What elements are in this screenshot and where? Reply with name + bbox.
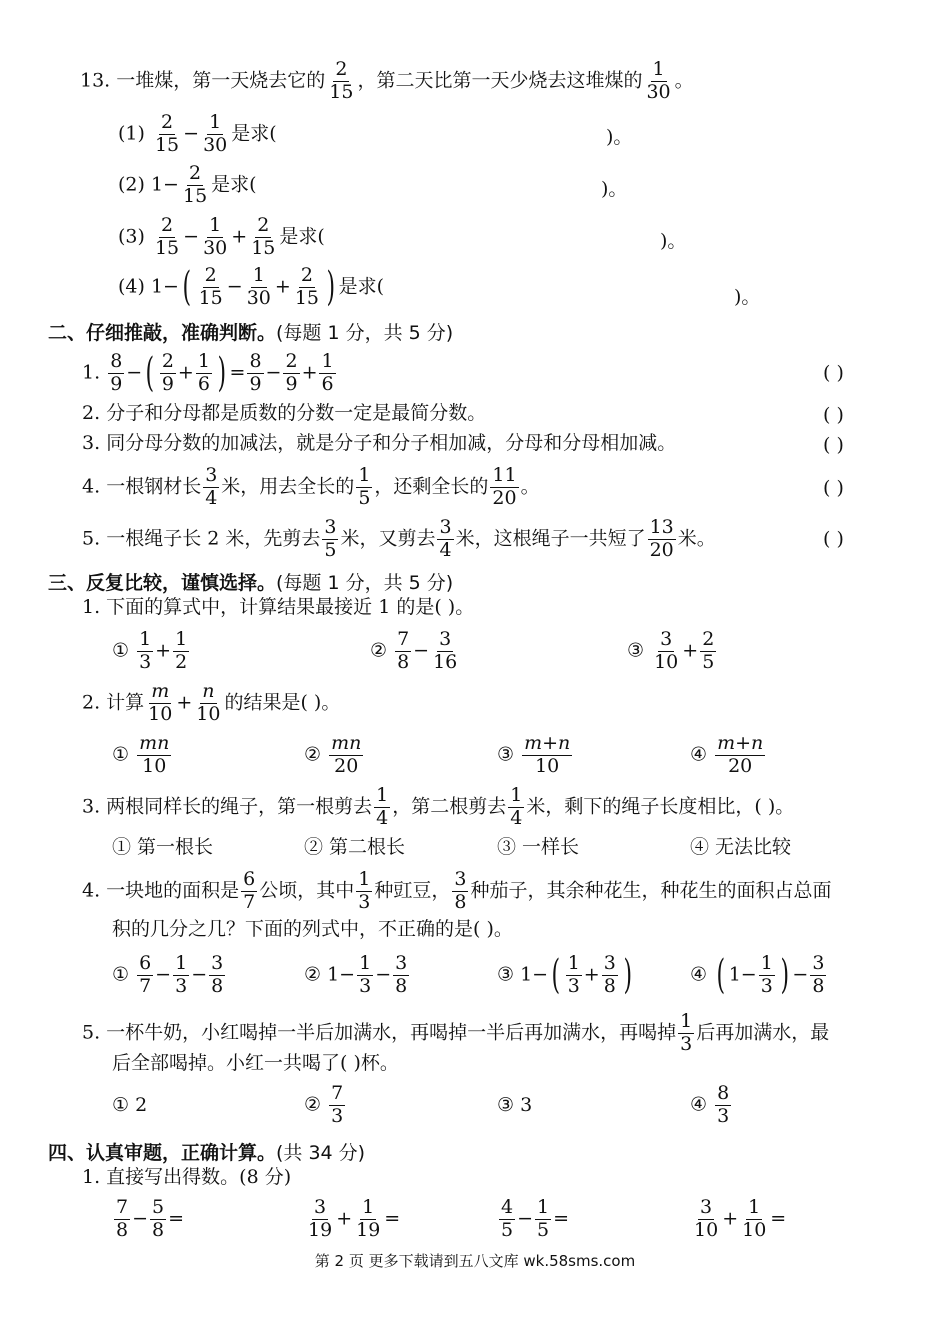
s3-q4-opt2[interactable]: ② 1− $\frac{1}{3}$ − $\frac{3}{8}$ — [304, 952, 408, 997]
q13-sub-1: (1) $\frac{2}{15}$ − $\frac{1}{30}$ 是求( — [118, 111, 277, 156]
q13-sub-4-blank-close: )。 — [734, 286, 761, 308]
s4-calc-3[interactable]: $\frac{4}{5}$ − $\frac{1}{5}$ = — [501, 1196, 570, 1241]
s3-q5-stem-1: 5. 一杯牛奶，小红喝掉一半后加满水，再喝掉一半后再加满水，再喝掉 $\frac{1}{3}$ 后再加满水，最 — [82, 1010, 830, 1055]
s2-item-1: 1. $\frac{8}{9}$ −( $\frac{2}{9}$ + $\frac{1}{6}$ ) = $\frac{8}{9}$ − $\frac{2}{9}$ + $\frac{1}{6}$ — [82, 350, 334, 397]
s2-item-2: 2. 分子和分母都是质数的分数一定是最简分数。 — [82, 402, 487, 424]
q13-sub-1-blank-close: )。 — [606, 126, 633, 148]
s3-q5-opt2[interactable]: ② $\frac{7}{3}$ — [304, 1082, 344, 1127]
q13-stem: 13. 一堆煤，第一天烧去它的 $\frac{2}{15}$ ，第二天比第一天少烧去这堆煤的 $\frac{1}{30}$ 。 — [80, 58, 694, 103]
section-2-title: 二、仔细推敲，准确判断。(每题 1 分，共 5 分) — [48, 322, 454, 344]
q13-sub-3: (3) $\frac{2}{15}$ − $\frac{1}{30}$ + $\frac{2}{15}$ 是求( — [118, 214, 325, 259]
s2-item-2-answer[interactable]: ( ) — [823, 404, 844, 426]
s3-q3-opt1[interactable]: ① 第一根长 — [112, 836, 214, 858]
s2-item-3-answer[interactable]: ( ) — [823, 434, 844, 456]
s3-q4-stem-1: 4. 一块地的面积是 $\frac{6}{7}$ 公顷，其中 $\frac{1}{3}$ 种豇豆， $\frac{3}{8}$ 种茄子，其余种花生，种花生的面积占总面 — [82, 868, 832, 913]
s4-calc-4[interactable]: $\frac{3}{10}$ + $\frac{1}{10}$ = — [694, 1196, 787, 1241]
s3-q3-opt4[interactable]: ④ 无法比较 — [690, 836, 792, 858]
s2-item-4: 4. 一根钢材长 $\frac{3}{4}$ 米，用去全长的 $\frac{1}{5}$ ，还剩全长的 $\frac{11}{20}$ 。 — [82, 464, 540, 509]
s3-q2-opt3[interactable]: ③ $\frac{m+n}{10}$ — [497, 732, 571, 777]
q13-sub-4: (4) 1−( $\frac{2}{15}$ − $\frac{1}{30}$ + $\frac{2}{15}$ ) 是求( — [118, 264, 385, 311]
s3-q5-opt3[interactable]: ③ 3 — [497, 1094, 533, 1116]
section-3-title: 三、反复比较，谨慎选择。(每题 1 分，共 5 分) — [48, 572, 454, 594]
s4-calc-1[interactable]: $\frac{7}{8}$ − $\frac{5}{8}$ = — [116, 1196, 185, 1241]
s3-q2-stem: 2. 计算 $\frac{m}{10}$ + $\frac{n}{10}$ 的结果是( )。 — [82, 680, 341, 725]
s2-item-3: 3. 同分母分数的加减法，就是分子和分子相加减，分母和分母相加减。 — [82, 432, 677, 454]
s3-q2-opt4[interactable]: ④ $\frac{m+n}{20}$ — [690, 732, 764, 777]
section-4-title: 四、认真审题，正确计算。(共 34 分) — [48, 1142, 366, 1164]
s2-item-1-answer[interactable]: ( ) — [823, 362, 844, 384]
s3-q3-opt2[interactable]: ② 第二根长 — [304, 836, 406, 858]
s2-item-5: 5. 一根绳子长 2 米，先剪去 $\frac{3}{5}$ 米，又剪去 $\frac{3}{4}$ 米，这根绳子一共短了 $\frac{13}{20}$ 米。 — [82, 516, 716, 561]
s3-q5-opt1[interactable]: ① 2 — [112, 1094, 148, 1116]
s4-calc-2[interactable]: $\frac{3}{19}$ + $\frac{1}{19}$ = — [308, 1196, 401, 1241]
s3-q2-opt2[interactable]: ② $\frac{mn}{20}$ — [304, 732, 362, 777]
s3-q1-opt1[interactable]: ① $\frac{1}{3}$ + $\frac{1}{2}$ — [112, 628, 188, 673]
q13-sub-3-blank-close: )。 — [660, 230, 687, 252]
s4-q1-stem: 1. 直接写出得数。(8 分) — [82, 1166, 292, 1188]
s2-item-4-answer[interactable]: ( ) — [823, 477, 844, 499]
s2-item-5-answer[interactable]: ( ) — [823, 528, 844, 550]
s3-q3-opt3[interactable]: ③ 一样长 — [497, 836, 580, 858]
q13-sub-2-blank-close: )。 — [601, 178, 628, 200]
s3-q1-opt2[interactable]: ② $\frac{7}{8}$ − $\frac{3}{16}$ — [370, 628, 458, 673]
s3-q4-stem-2: 积的几分之几？下面的列式中，不正确的是( )。 — [112, 918, 513, 940]
s3-q5-stem-2: 后全部喝掉。小红一共喝了( )杯。 — [112, 1052, 399, 1074]
page-footer: 第 2 页 更多下载请到五八文库 wk.58sms.com — [314, 1252, 636, 1270]
s3-q4-opt1[interactable]: ① $\frac{6}{7}$ − $\frac{1}{3}$ − $\frac{3}{8}$ — [112, 952, 224, 997]
q13-sub-2: (2) 1− $\frac{2}{15}$ 是求( — [118, 162, 257, 207]
s3-q2-opt1[interactable]: ① $\frac{mn}{10}$ — [112, 732, 170, 777]
s3-q4-opt3[interactable]: ③ 1−( $\frac{1}{3}$ + $\frac{3}{8}$ ) — [497, 952, 632, 999]
s3-q1-stem: 1. 下面的算式中，计算结果最接近 1 的是( )。 — [82, 596, 475, 618]
s3-q1-opt3[interactable]: ③ $\frac{3}{10}$ + $\frac{2}{5}$ — [627, 628, 715, 673]
s3-q4-opt4[interactable]: ④ ( 1− $\frac{1}{3}$ ) − $\frac{3}{8}$ — [690, 952, 825, 999]
s3-q5-opt4[interactable]: ④ $\frac{8}{3}$ — [690, 1082, 730, 1127]
s3-q3-stem: 3. 两根同样长的绳子，第一根剪去 $\frac{1}{4}$ ，第二根剪去 $\frac{1}{4}$ 米，剩下的绳子长度相比，( )。 — [82, 784, 795, 829]
